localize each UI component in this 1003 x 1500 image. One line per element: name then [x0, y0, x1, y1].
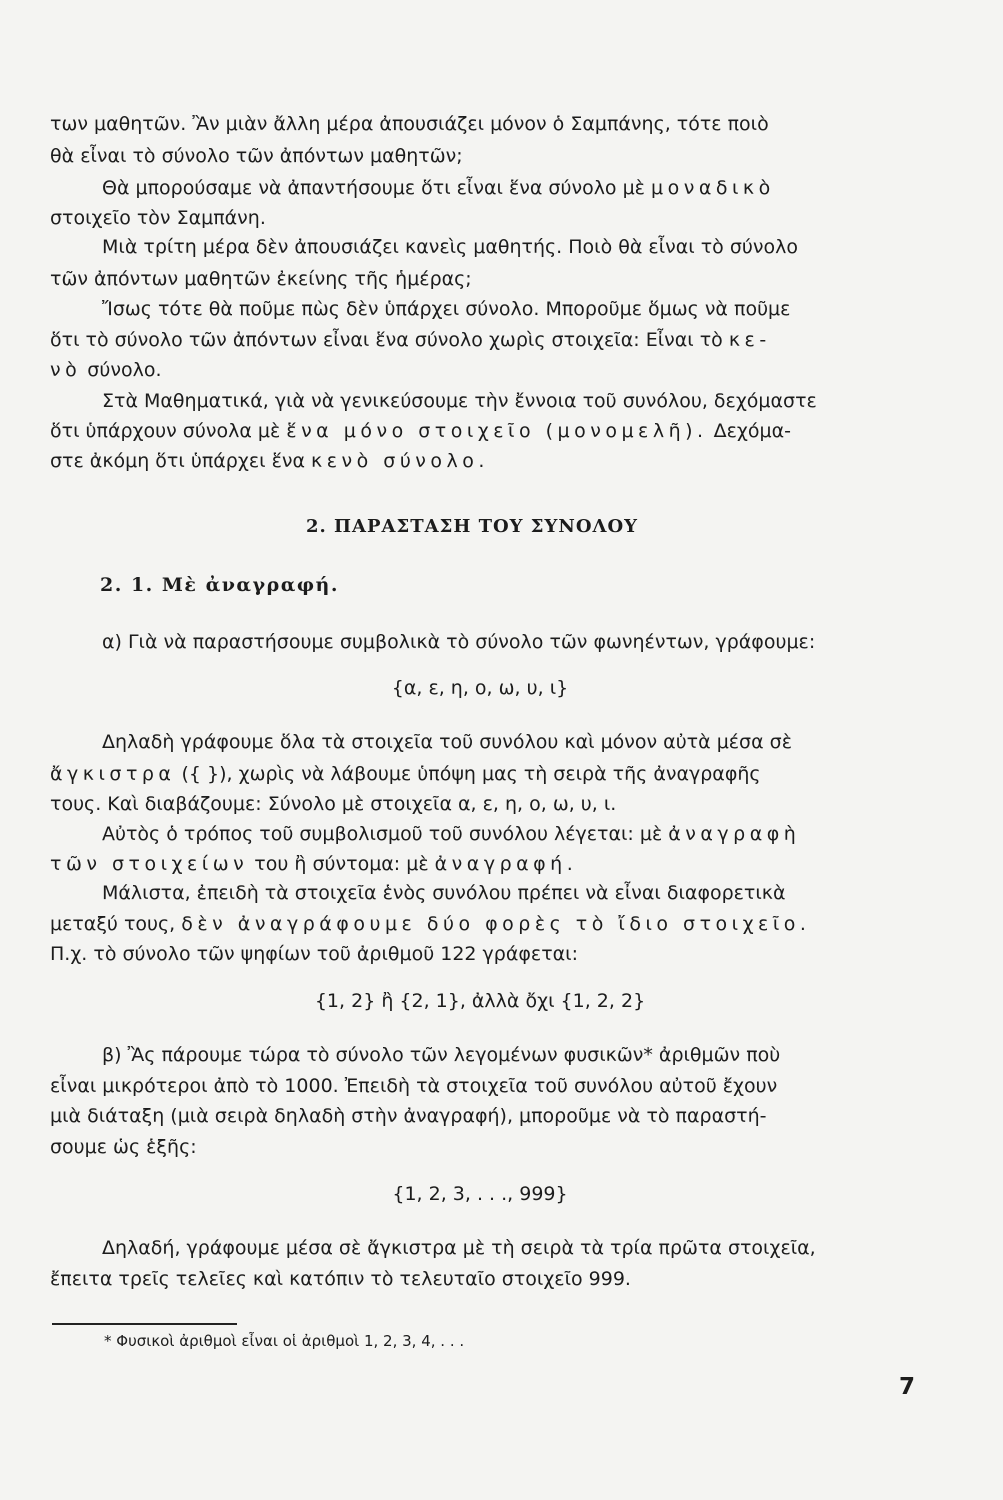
spaced-emphasis: ἄγκιστρα	[50, 763, 176, 785]
text-line: εἶναι μικρότεροι ἀπὸ τὸ 1000. Ἐπειδὴ τὰ στοιχεῖα τοῦ συνόλου αὐτοῦ ἔχουν	[50, 1075, 778, 1097]
text-line: τῶν ἀπόντων μαθητῶν ἐκείνης τῆς ἡμέρας;	[50, 268, 472, 290]
text-line: τῶν στοιχείων του ἢ σύντομα: μὲ ἀναγραφή.	[50, 853, 578, 875]
text-line: β) Ἂς πάρουμε τώρα τὸ σύνολο τῶν λεγομένων φυσικῶν* ἀριθμῶν ποὺ	[102, 1044, 781, 1066]
footnote-divider	[52, 1323, 237, 1325]
text-line: ὅτι ὑπάρχουν σύνολα μὲ ἕνα μόνο στοιχεῖο (μονομελῆ). Δεχόμα-	[50, 420, 791, 442]
spaced-emphasis: ἀναγραφὴ	[668, 823, 801, 845]
text-line: Δηλαδή, γράφουμε μέσα σὲ ἄγκιστρα μὲ τὴ σειρὰ τὰ τρία πρῶτα στοιχεῖα,	[102, 1237, 816, 1259]
formula: {1, 2, 3, . . ., 999}	[392, 1183, 568, 1205]
page-number: 7	[898, 1374, 915, 1400]
text-line: νὸ σύνολο.	[50, 359, 162, 381]
text-line: Αὐτὸς ὁ τρόπος τοῦ συμβολισμοῦ τοῦ συνόλου λέγεται: μὲ ἀναγραφὴ	[102, 823, 801, 845]
spaced-emphasis: τῶν στοιχείων	[50, 853, 249, 875]
text-line: Θὰ μπορούσαμε νὰ ἀπαντήσουμε ὅτι εἶναι ἕνα σύνολο μὲ μοναδικὸ	[102, 177, 775, 199]
text-line: μιὰ διάταξη (μιὰ σειρὰ δηλαδὴ στὴν ἀναγραφή), μποροῦμε νὰ τὸ παραστή-	[50, 1105, 767, 1127]
subsection-heading: 2. 1. Μὲ ἀναγραφή.	[100, 574, 339, 596]
text-line: θὰ εἶναι τὸ σύνολο τῶν ἀπόντων μαθητῶν;	[50, 145, 463, 167]
text-line: ἄγκιστρα ({ }), χωρὶς νὰ λάβουμε ὑπόψη μας τὴ σειρὰ τῆς ἀναγραφῆς	[50, 763, 761, 785]
text-line: στε ἀκόμη ὅτι ὑπάρχει ἕνα κενὸ σύνολο.	[50, 450, 489, 472]
text-line: Μιὰ τρίτη μέρα δὲν ἀπουσιάζει κανεὶς μαθητής. Ποιὸ θὰ εἶναι τὸ σύνολο	[102, 236, 798, 258]
spaced-emphasis: ἕνα μόνο στοιχεῖο (μονομελῆ).	[286, 420, 708, 442]
text-line: Στὰ Μαθηματικά, γιὰ νὰ γενικεύσουμε τὴν ἔννοια τοῦ συνόλου, δεχόμαστε	[102, 390, 817, 412]
spaced-emphasis: νὸ	[50, 359, 82, 381]
spaced-emphasis: μοναδικὸ	[651, 177, 775, 199]
text-line: μεταξύ τους, δὲν ἀναγράφουμε δύο φορὲς τὸ ἴδιο στοιχεῖο.	[50, 913, 811, 935]
spaced-emphasis: ἀναγραφή.	[434, 853, 578, 875]
text-line: στοιχεῖο τὸν Σαμπάνη.	[50, 207, 266, 229]
text-line: τους. Καὶ διαβάζουμε: Σύνολο μὲ στοιχεῖα α, ε, η, ο, ω, υ, ι.	[50, 793, 617, 815]
spaced-emphasis: κενὸ σύνολο.	[311, 450, 489, 472]
footnote: * Φυσικοὶ ἀριθμοὶ εἶναι οἱ ἀριθμοὶ 1, 2, 3, 4, . . .	[104, 1332, 465, 1350]
spaced-emphasis: δὲν ἀναγράφουμε δύο φορὲς τὸ ἴδιο στοιχεῖο.	[181, 913, 811, 935]
section-heading: 2. ΠΑΡΑΣΤΑΣΗ ΤΟΥ ΣΥΝΟΛΟΥ	[306, 516, 639, 537]
text-line: Δηλαδὴ γράφουμε ὅλα τὰ στοιχεῖα τοῦ συνόλου καὶ μόνον αὐτὰ μέσα σὲ	[102, 731, 792, 753]
text-line: ὅτι τὸ σύνολο τῶν ἀπόντων εἶναι ἕνα σύνολο χωρὶς στοιχεῖα: Εἶναι τὸ κε-	[50, 329, 771, 351]
text-line: Ἴσως τότε θὰ ποῦμε πὼς δὲν ὑπάρχει σύνολο. Μποροῦμε ὅμως νὰ ποῦμε	[102, 298, 791, 320]
spaced-emphasis: κε-	[728, 329, 771, 351]
text-line: Μάλιστα, ἐπειδὴ τὰ στοιχεῖα ἑνὸς συνόλου πρέπει νὰ εἶναι διαφορετικὰ	[102, 882, 786, 904]
formula: {α, ε, η, ο, ω, υ, ι}	[391, 677, 569, 699]
text-line: α) Γιὰ νὰ παραστήσουμε συμβολικὰ τὸ σύνολο τῶν φωνηέντων, γράφουμε:	[102, 631, 816, 653]
text-line: Π.χ. τὸ σύνολο τῶν ψηφίων τοῦ ἀριθμοῦ 122 γράφεται:	[50, 943, 578, 965]
text-line: σουμε ὡς ἑξῆς:	[50, 1136, 197, 1158]
formula: {1, 2} ἢ {2, 1}, ἀλλὰ ὄχι {1, 2, 2}	[314, 990, 646, 1012]
text-line: των μαθητῶν. Ἂν μιὰν ἄλλη μέρα ἀπουσιάζει μόνον ὁ Σαμπάνης, τότε ποιὸ	[50, 113, 769, 135]
text-line: ἔπειτα τρεῖς τελεῖες καὶ κατόπιν τὸ τελευταῖο στοιχεῖο 999.	[50, 1268, 631, 1290]
